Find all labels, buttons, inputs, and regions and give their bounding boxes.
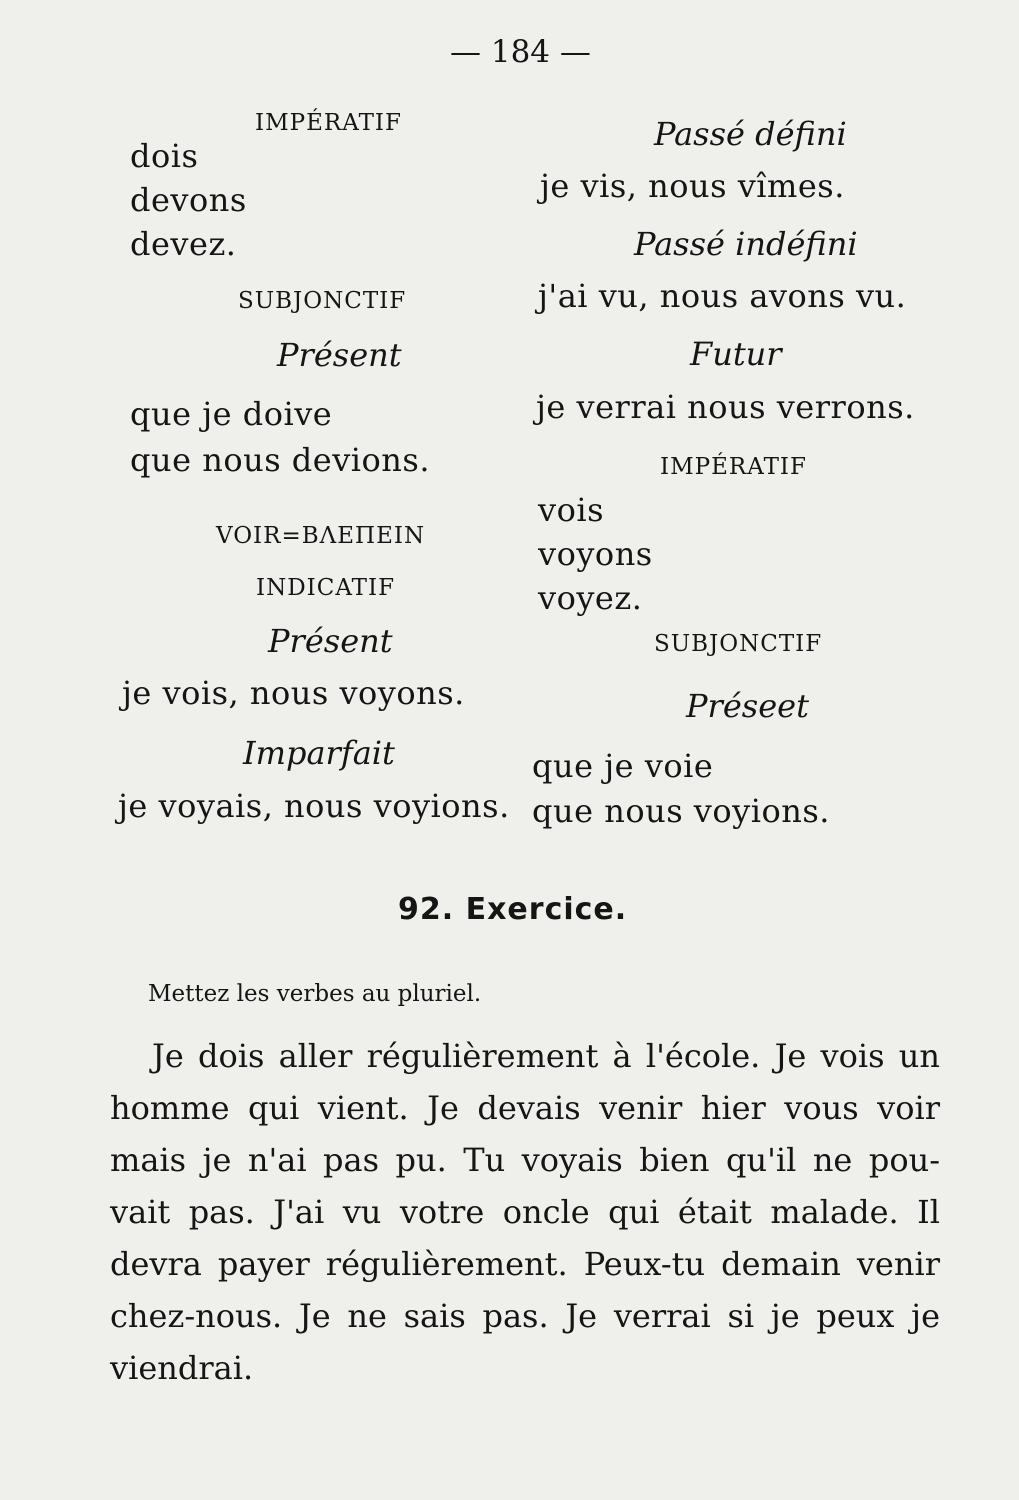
right-imperatif-form-2: voyons bbox=[538, 535, 653, 573]
exercise-paragraph bbox=[110, 1030, 940, 1394]
exercise-line-6: chez-nous. Je ne sais pas. Je verrai si je peux je bbox=[110, 1297, 940, 1335]
right-subjonctif-form-2: que nous voyions. bbox=[532, 792, 830, 830]
exercise-instruction: Mettez les verbes au pluriel. bbox=[148, 981, 482, 1007]
indicatif-heading: INDICATIF bbox=[256, 575, 396, 601]
futur-label: Futur bbox=[690, 335, 782, 373]
right-imperatif-form-1: vois bbox=[538, 491, 604, 529]
exercise-line-4: vait pas. J'ai vu votre oncle qui était malade. Il bbox=[110, 1193, 940, 1231]
page-number: — 184 — bbox=[450, 34, 591, 70]
present-form: je vois, nous voyons. bbox=[122, 674, 465, 712]
right-subjonctif-heading: SUBJONCTIF bbox=[654, 631, 823, 657]
present-label: Présent bbox=[268, 622, 393, 660]
exercise-line-3: mais je n'ai pas pu. Tu voyais bien qu'il ne pou- bbox=[110, 1141, 940, 1179]
right-subjonctif-form-1: que je voie bbox=[532, 747, 714, 785]
verb-heading: VOIR=ΒΛΕΠΕΙΝ bbox=[216, 523, 426, 549]
left-imperatif-heading: IMPÉRATIF bbox=[255, 110, 402, 136]
exercise-line-2: homme qui vient. Je devais venir hier vous voir bbox=[110, 1089, 940, 1127]
exercise-line-5: devra payer régulièrement. Peux-tu demain venir bbox=[110, 1245, 940, 1283]
passe-defini-form: je vis, nous vîmes. bbox=[540, 167, 845, 205]
passe-indefini-label: Passé indéfini bbox=[634, 225, 858, 263]
right-imperatif-form-3: voyez. bbox=[538, 579, 643, 617]
left-imperatif-form-1: dois bbox=[130, 137, 199, 175]
left-subjonctif-form-1: que je doive bbox=[130, 395, 333, 433]
left-subjonctif-form-2: que nous devions. bbox=[130, 441, 430, 479]
imparfait-form: je voyais, nous voyions. bbox=[118, 787, 510, 825]
passe-indefini-form: j'ai vu, nous avons vu. bbox=[538, 277, 907, 315]
right-subjonctif-tense: Préseet bbox=[686, 687, 809, 725]
exercise-line-7: viendrai. bbox=[110, 1349, 254, 1387]
exercise-heading: 92. Exercice. bbox=[398, 892, 628, 927]
left-imperatif-form-3: devez. bbox=[130, 225, 237, 263]
right-imperatif-heading: IMPÉRATIF bbox=[660, 454, 807, 480]
left-subjonctif-heading: SUBJONCTIF bbox=[238, 288, 407, 314]
passe-defini-label: Passé défini bbox=[654, 115, 847, 153]
left-subjonctif-tense: Présent bbox=[277, 336, 402, 374]
left-imperatif-form-2: devons bbox=[130, 181, 247, 219]
exercise-line-1: Je dois aller régulièrement à l'école. Je vois un bbox=[152, 1037, 940, 1075]
imparfait-label: Imparfait bbox=[243, 734, 395, 772]
futur-form: je verrai nous verrons. bbox=[536, 388, 915, 426]
